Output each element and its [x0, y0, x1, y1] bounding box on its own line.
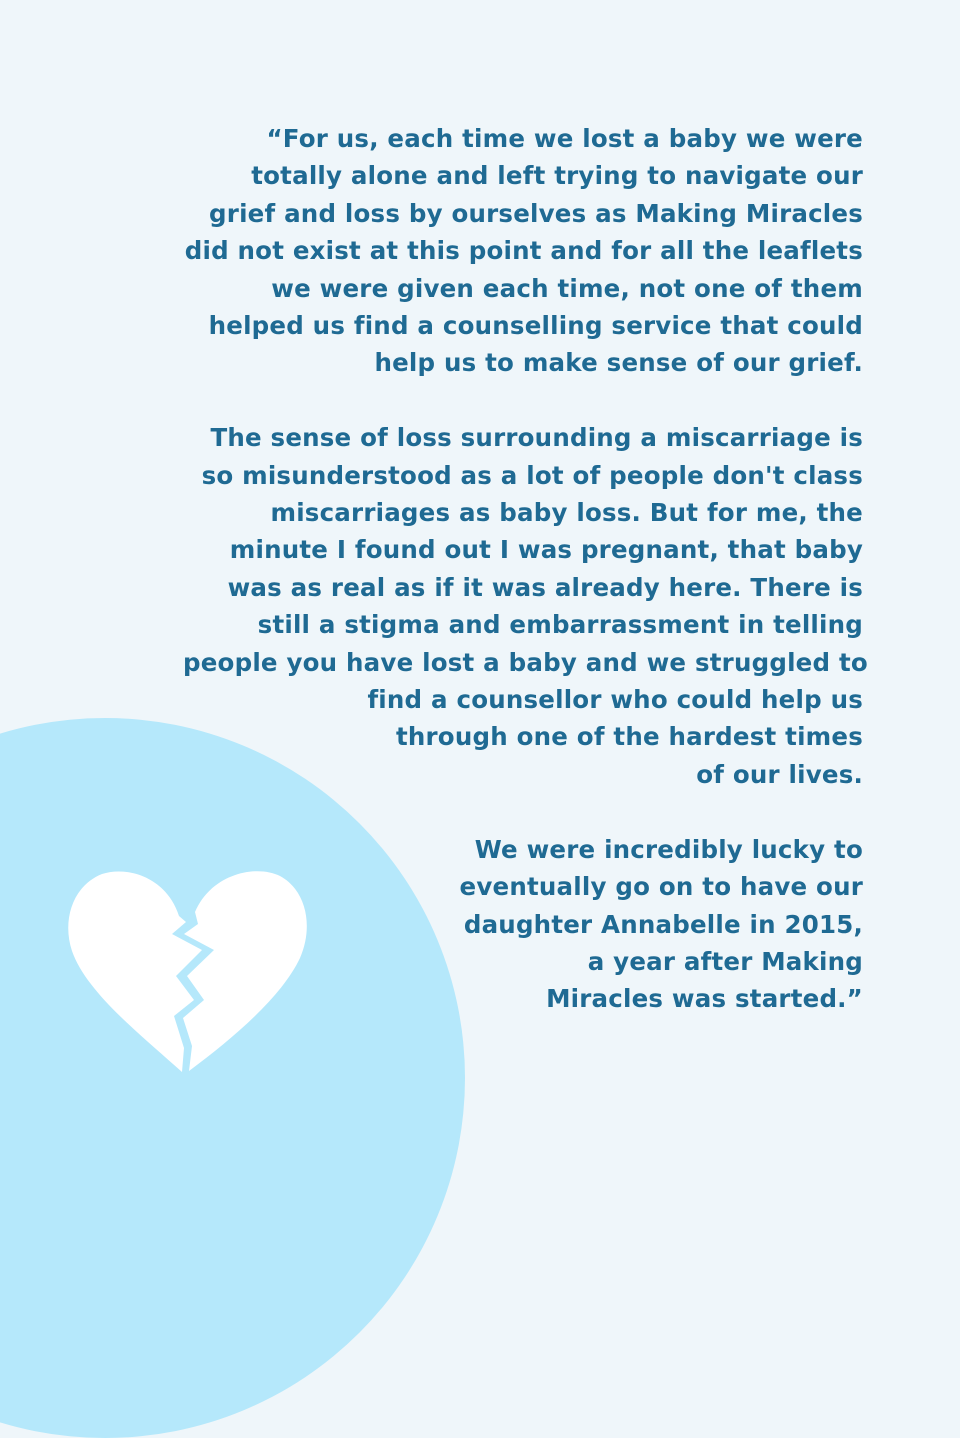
quote-line: “For us, each time we lost a baby we were [266, 124, 863, 153]
quote-line: The sense of loss surrounding a miscarriage is [210, 423, 863, 453]
quote-line: helped us find a counselling service that could [208, 311, 863, 341]
quote-line: so misunderstood as a lot of people don't class [201, 460, 863, 490]
quote-paragraph-1 [183, 120, 863, 382]
quote-line: a year after Making [587, 946, 863, 976]
quote-line: daughter Annabelle in 2015, [463, 909, 863, 939]
testimonial-quote [183, 120, 868, 1018]
quote-line: people you have lost a baby and we struggled to [183, 647, 868, 677]
quote-line: Miracles was started.” [546, 984, 863, 1014]
quote-line: eventually go on to have our [459, 872, 863, 902]
quote-line: did not exist at this point and for all the leaflets [184, 236, 863, 266]
quote-line: totally alone and left trying to navigate our [251, 161, 863, 191]
quote-line: minute I found out I was pregnant, that baby [229, 535, 863, 565]
quote-line: through one of the hardest times [395, 722, 863, 752]
quote-line: grief and loss by ourselves as Making Miracles [209, 198, 863, 228]
quote-line: was as real as if it was already here. There is [227, 572, 863, 602]
quote-line: We were incredibly lucky to [474, 834, 863, 864]
quote-line: we were given each time, not one of them [271, 273, 863, 303]
quote-line: still a stigma and embarrassment in telling [257, 610, 863, 640]
quote-line: find a counsellor who could help us [367, 685, 863, 715]
quote-line: help us to make sense of our grief. [374, 348, 863, 378]
quote-paragraph-3 [183, 831, 863, 1018]
quote-line: of our lives. [696, 759, 863, 789]
quote-paragraph-2 [183, 419, 868, 793]
quote-line: miscarriages as baby loss. But for me, the [270, 498, 863, 528]
